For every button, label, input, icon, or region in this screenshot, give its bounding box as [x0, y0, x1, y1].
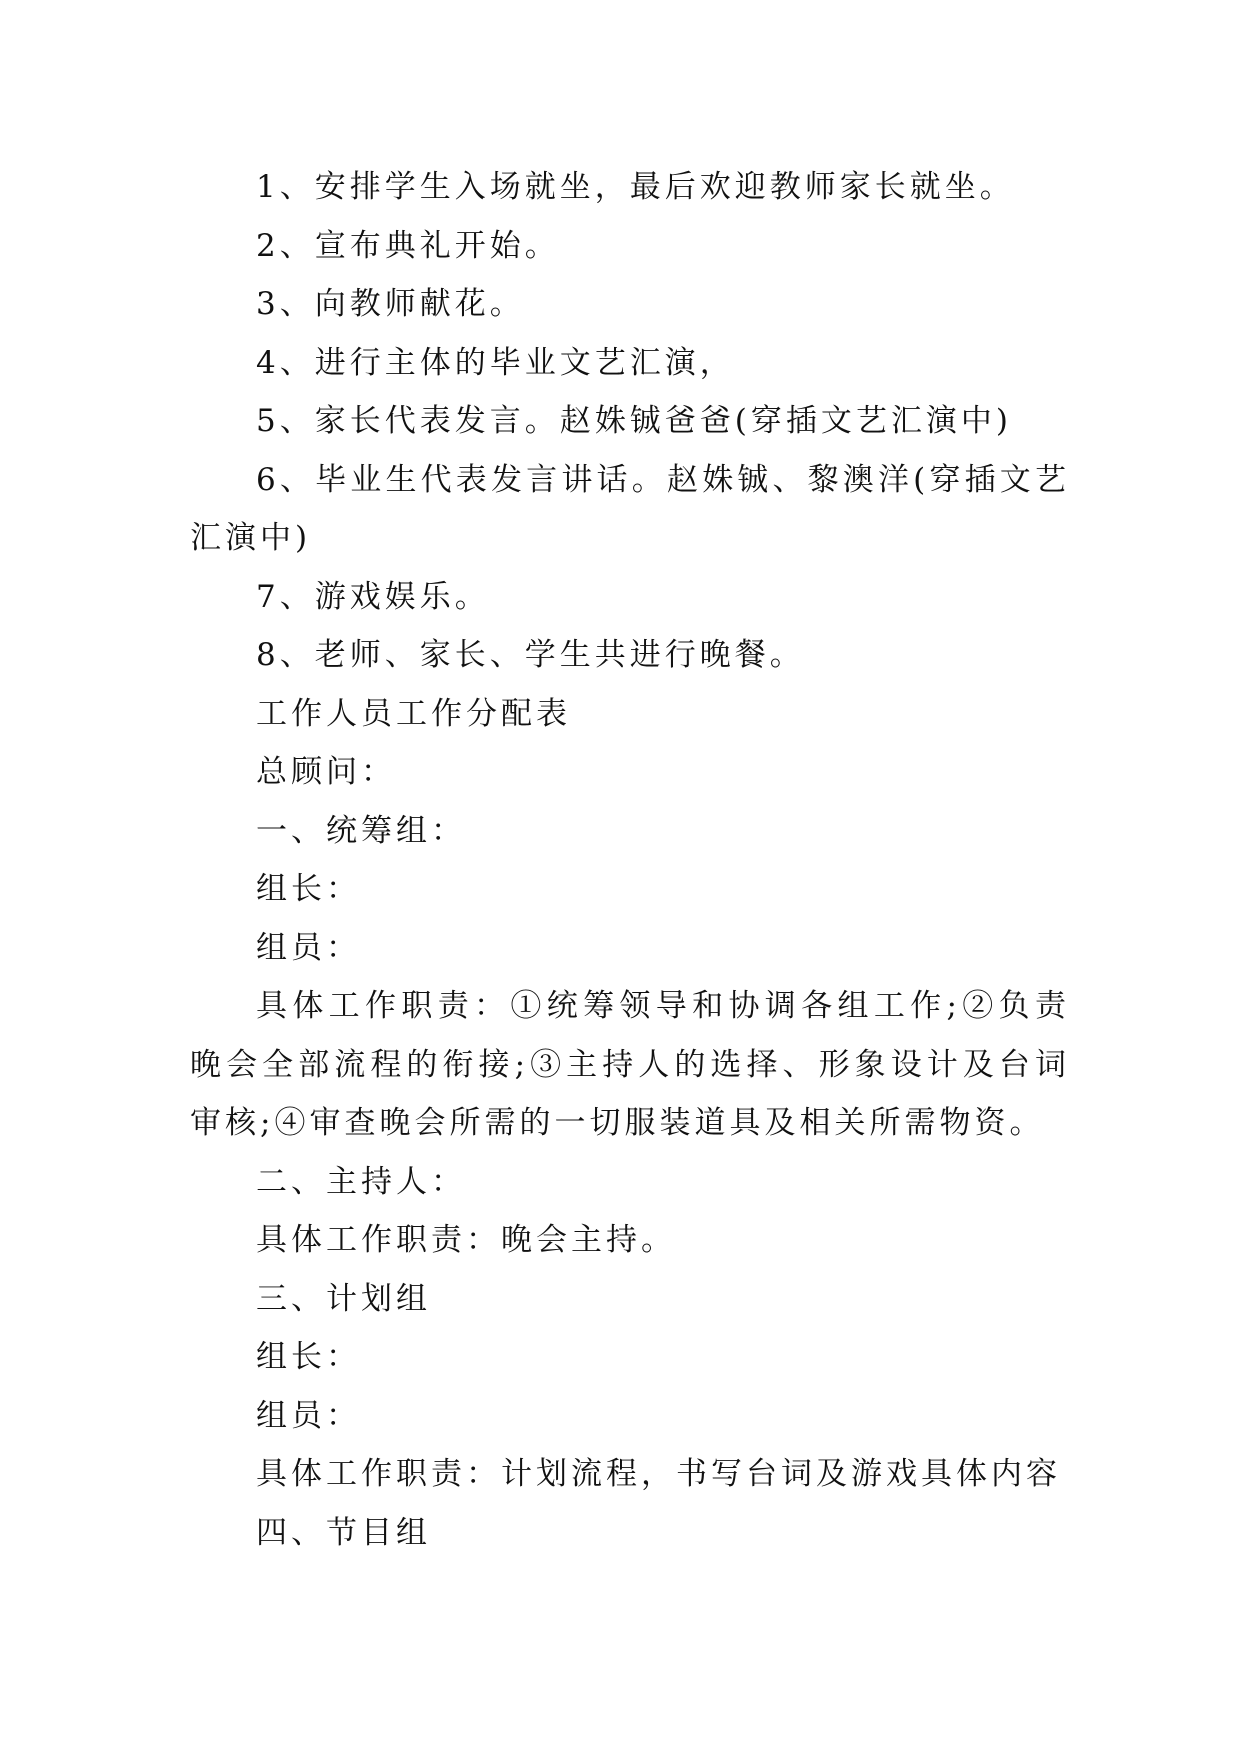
section-host-heading: 二、主持人：: [256, 1163, 466, 1200]
program-step-2: 2、宣布典礼开始。: [256, 227, 560, 264]
program-step-1: 1、安排学生入场就坐，最后欢迎教师家长就坐。: [256, 169, 1015, 205]
program-step-3: 3、向教师献花。: [256, 286, 525, 322]
coordination-members-line: 组员：: [256, 929, 361, 966]
staff-table-heading: 工作人员工作分配表: [256, 695, 571, 732]
program-step-4: 4、进行主体的毕业文艺汇演，: [256, 344, 735, 381]
planning-duties: 具体工作职责：计划流程，书写台词及游戏具体内容: [256, 1456, 1061, 1492]
host-duties: 具体工作职责：晚会主持。: [256, 1222, 676, 1258]
program-step-6: 6、毕业生代表发言讲话。赵姝铖、黎澳洋(穿插文艺汇演中): [190, 461, 1070, 556]
document-body: [190, 158, 1070, 1562]
section-program-heading: 四、节目组: [256, 1514, 431, 1551]
program-step-5: 5、家长代表发言。赵姝铖爸爸(穿插文艺汇演中): [256, 403, 1012, 439]
coordination-duties: 具体工作职责：①统筹领导和协调各组工作;②负责晚会全部流程的衔接;③主持人的选择、形象设计及台词审核;④审查晚会所需的一切服装道具及相关所需物资。: [190, 988, 1070, 1141]
general-advisor-line: 总顾问：: [256, 754, 396, 790]
section-coordination-heading: 一、统筹组：: [256, 812, 466, 849]
planning-members-line: 组员：: [256, 1397, 361, 1434]
program-step-7: 7、游戏娱乐。: [256, 578, 490, 615]
coordination-leader-line: 组长：: [256, 871, 361, 907]
section-planning-heading: 三、计划组: [256, 1280, 431, 1317]
planning-leader-line: 组长：: [256, 1339, 361, 1375]
program-step-8: 8、老师、家长、学生共进行晚餐。: [256, 637, 805, 673]
